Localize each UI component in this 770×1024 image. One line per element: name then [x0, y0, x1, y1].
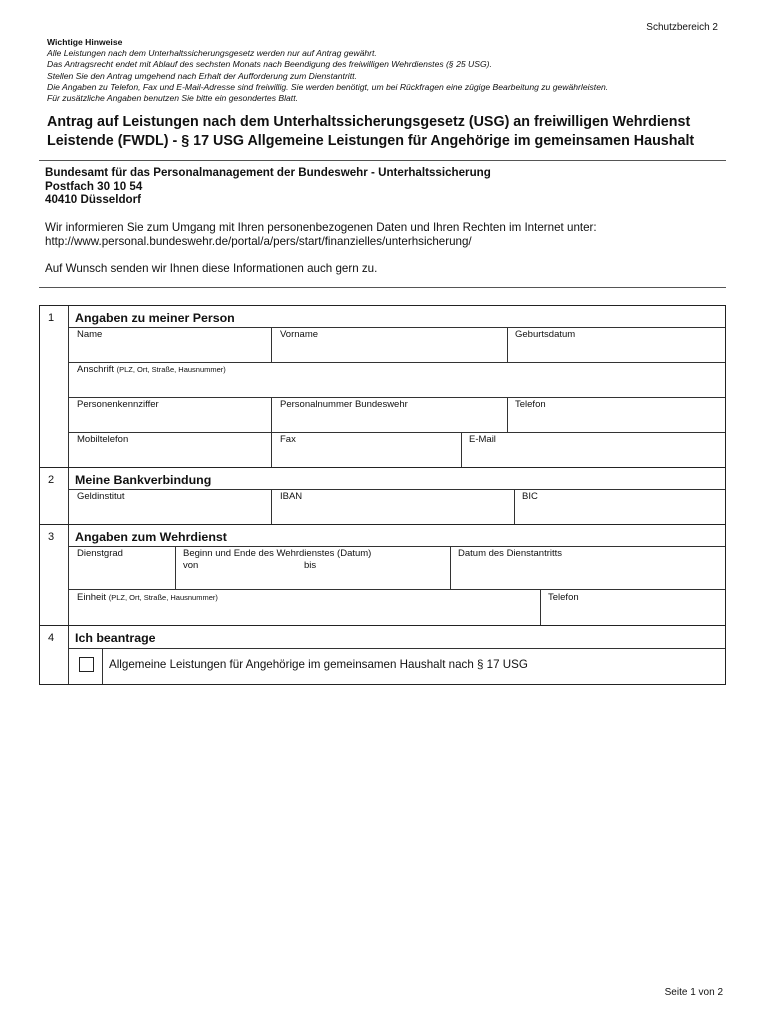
- personal-id-field[interactable]: Personenkennziffer: [77, 399, 159, 410]
- cell-line: [271, 432, 272, 467]
- protection-level: Schutzbereich 2: [646, 22, 718, 33]
- cell-line: [507, 397, 508, 432]
- form-title: [47, 113, 737, 151]
- cell-line: [175, 546, 176, 589]
- first-name-field[interactable]: Vorname: [280, 329, 319, 340]
- birthdate-field[interactable]: Geburtsdatum: [515, 329, 576, 340]
- cell-line: [271, 327, 272, 362]
- section-title-service: Angaben zum Wehrdienst: [75, 530, 227, 544]
- bank-name-field[interactable]: Geldinstitut: [77, 491, 125, 502]
- phone-field[interactable]: Telefon: [515, 399, 546, 410]
- cell-line: [507, 327, 508, 362]
- cell-line: [450, 546, 451, 589]
- service-end-field[interactable]: bis: [304, 560, 317, 571]
- section-number: 1: [48, 312, 55, 324]
- note-line: Alle Leistungen nach dem Unterhaltssicherungsgesetz werden nur auf Antrag gewährt.: [47, 48, 377, 59]
- row-line: [68, 327, 725, 328]
- section-title-bank: Meine Bankverbindung: [75, 473, 212, 487]
- cell-line: [271, 397, 272, 432]
- section-number: 3: [48, 531, 55, 543]
- iban-field[interactable]: IBAN: [280, 491, 303, 502]
- cell-line: [540, 589, 541, 625]
- unit-phone-field[interactable]: Telefon: [548, 592, 579, 603]
- email-field[interactable]: E-Mail: [469, 434, 496, 445]
- privacy-link[interactable]: http://www.personal.bundeswehr.de/portal/a/pers/start/finanzielles/unterhsicherung/: [45, 235, 472, 248]
- row-line: [68, 362, 725, 363]
- note-line: Stellen Sie den Antrag umgehend nach Erhalt der Aufforderung zum Dienstantritt.: [47, 70, 357, 81]
- note-line: Für zusätzliche Angaben benutzen Sie bitte ein gesondertes Blatt.: [47, 93, 298, 104]
- section-separator: [40, 625, 725, 626]
- bic-field[interactable]: BIC: [522, 491, 538, 502]
- section-separator: [40, 524, 725, 525]
- cell-line: [102, 648, 103, 684]
- address-line: Bundesamt für das Personalmanagement der Bundeswehr - Unterhaltssicherung: [45, 166, 491, 179]
- address-line: 40410 Düsseldorf: [45, 193, 142, 206]
- page-number: Seite 1 von 2: [664, 987, 723, 998]
- row-line: [68, 397, 725, 398]
- section-separator: [40, 467, 725, 468]
- row-line: [68, 648, 725, 649]
- service-period-label: Beginn und Ende des Wehrdienstes (Datum): [183, 548, 372, 559]
- mobile-field[interactable]: Mobiltelefon: [77, 434, 129, 445]
- divider: [39, 160, 726, 161]
- note-line: Die Angaben zu Telefon, Fax und E-Mail-Adresse sind freiwillig. Sie werden benötigt, um bei Rückfragen eine zügige Bearbeitung zu gewährleisten.: [47, 81, 609, 92]
- note-line: Das Antragsrecht endet mit Ablauf des sechsten Monats nach Beendigung des freiwilligen Wehrdienstes (§ 25 USG).: [47, 59, 492, 70]
- address-hint: (PLZ, Ort, Straße, Hausnummer): [116, 365, 226, 374]
- section-number: 4: [48, 632, 55, 644]
- section-title-request: Ich beantrage: [75, 631, 156, 645]
- address-line: Postfach 30 10 54: [45, 179, 143, 193]
- personnel-number-field[interactable]: Personalnummer Bundeswehr: [280, 399, 408, 410]
- privacy-text: Wir informieren Sie zum Umgang mit Ihren personenbezogenen Daten und Ihren Rechten im Internet unter:: [45, 221, 597, 234]
- section-number: 2: [48, 474, 55, 486]
- cell-line: [461, 432, 462, 467]
- row-line: [68, 432, 725, 433]
- rank-field[interactable]: Dienstgrad: [77, 548, 123, 559]
- fax-field[interactable]: Fax: [280, 434, 296, 445]
- cell-line: [514, 489, 515, 524]
- name-field[interactable]: Name: [77, 329, 103, 340]
- row-line: [68, 589, 725, 590]
- section-title-person: Angaben zu meiner Person: [75, 311, 235, 325]
- form-title-line: Leistende (FWDL) - § 17 USG Allgemeine Leistungen für Angehörige im gemeinsamen Haushalt: [47, 133, 695, 149]
- privacy-info: [45, 221, 597, 249]
- service-start-date-field[interactable]: Datum des Dienstantritts: [458, 548, 563, 559]
- benefit-checkbox[interactable]: [79, 657, 94, 672]
- notes-title: Wichtige Hinweise: [47, 37, 123, 47]
- form-title-line: Antrag auf Leistungen nach dem Unterhaltssicherungsgesetz (USG) an freiwilligen Wehrdienst: [47, 114, 691, 130]
- cell-line: [271, 489, 272, 524]
- service-start-field[interactable]: von: [183, 560, 199, 571]
- info-request-text: Auf Wunsch senden wir Ihnen diese Informationen auch gern zu.: [45, 262, 378, 275]
- unit-hint: (PLZ, Ort, Straße, Hausnummer): [108, 593, 218, 602]
- row-line: [68, 489, 725, 490]
- application-form: [39, 305, 726, 685]
- important-notes: [47, 37, 737, 104]
- row-line: [68, 546, 725, 547]
- address-label: Anschrift: [77, 364, 114, 375]
- unit-field[interactable]: [77, 592, 218, 603]
- address-field[interactable]: [77, 364, 226, 375]
- recipient-address: [45, 166, 491, 207]
- benefit-option-label: Allgemeine Leistungen für Angehörige im gemeinsamen Haushalt nach § 17 USG: [109, 658, 528, 671]
- divider: [39, 287, 726, 288]
- unit-label: Einheit: [77, 592, 107, 603]
